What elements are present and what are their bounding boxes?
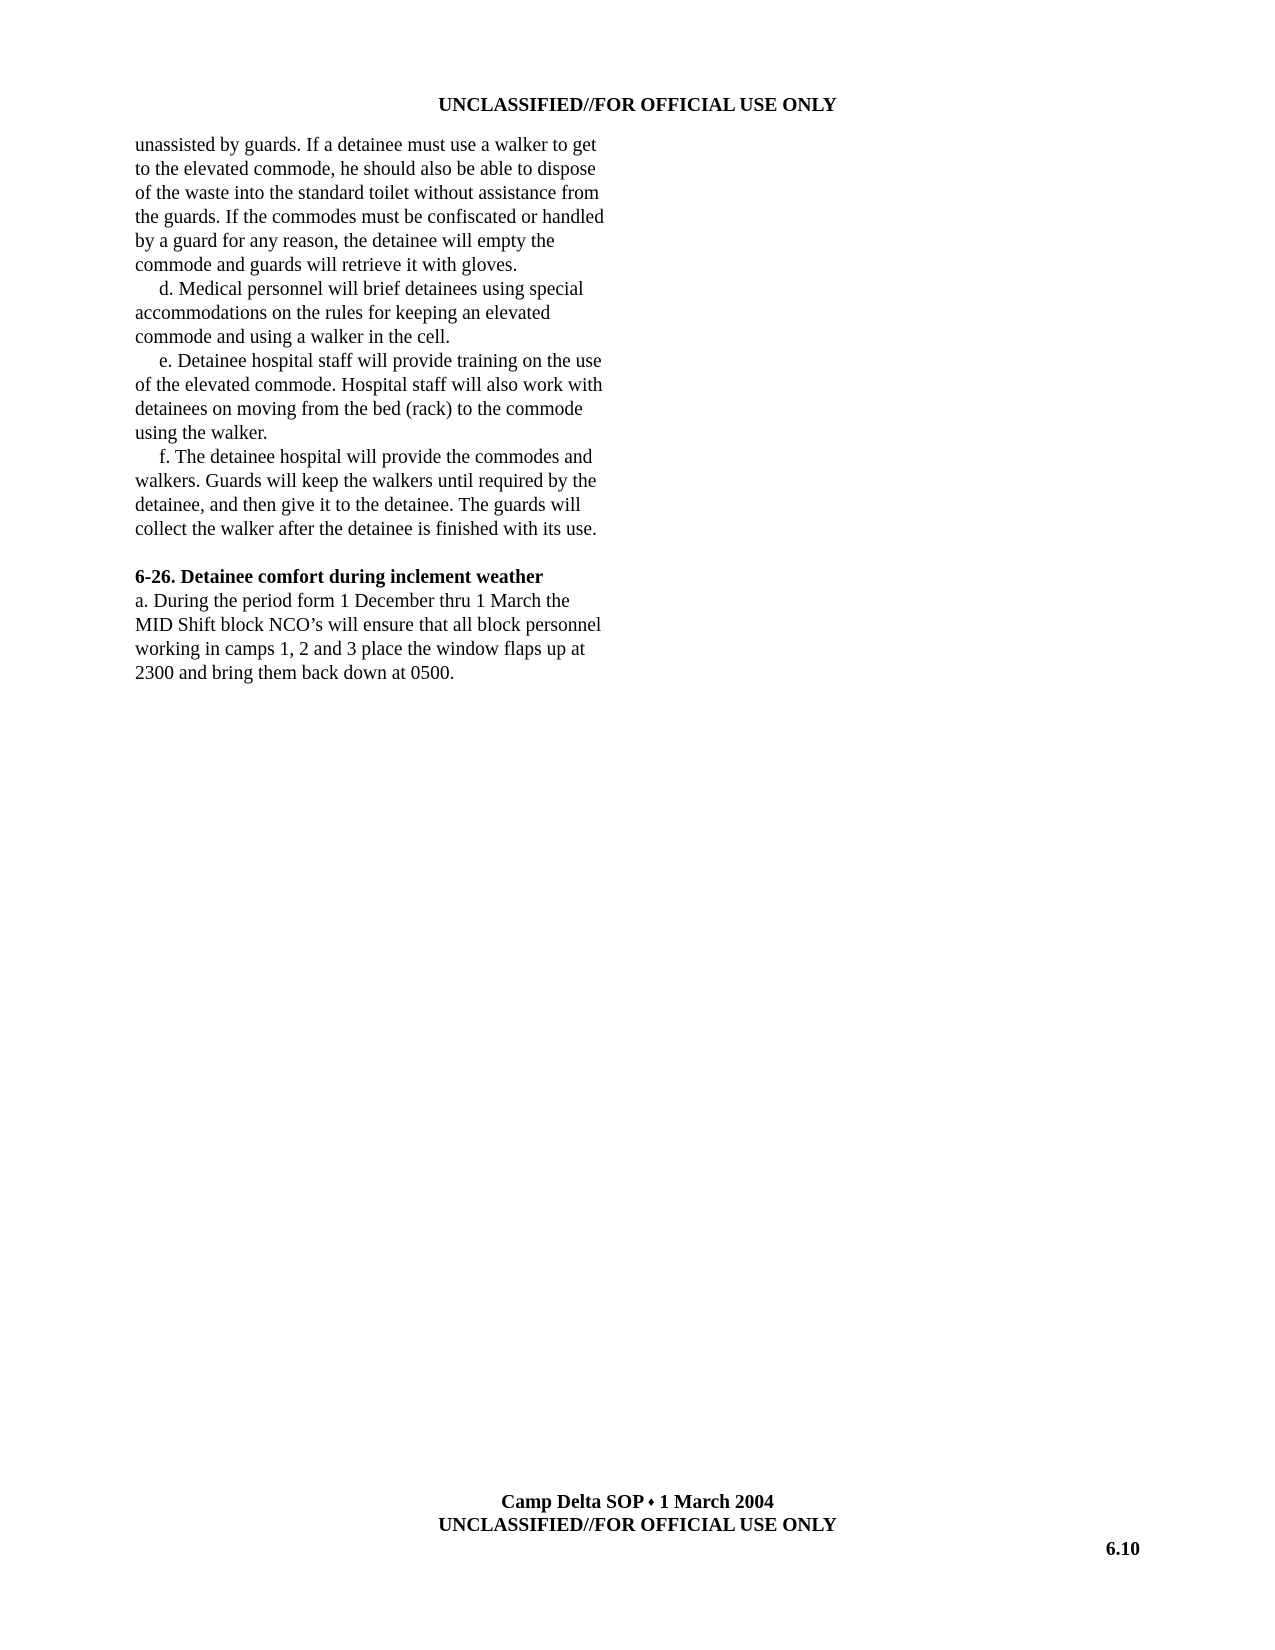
paragraph-d: d. Medical personnel will brief detainees using special accommodations on the rules for keeping an elevated commode and using a walker in the cell. bbox=[135, 279, 584, 348]
diamond-separator-icon: ♦ bbox=[647, 1494, 655, 1509]
footer-classification: UNCLASSIFIED//FOR OFFICIAL USE ONLY bbox=[438, 1515, 837, 1536]
header-classification: UNCLASSIFIED//FOR OFFICIAL USE ONLY bbox=[438, 95, 837, 116]
text-column bbox=[135, 134, 605, 686]
footer-doc-line bbox=[0, 1490, 1275, 1515]
section-title: 6-26. Detainee comfort during inclement weather bbox=[135, 567, 544, 588]
footer-doc-title: Camp Delta SOP bbox=[501, 1492, 644, 1513]
paragraph-f: f. The detainee hospital will provide the commodes and walkers. Guards will keep the walkers until required by the detainee, and then give it to the detainee. The guards will collect the walker after the detainee is finished with its use. bbox=[135, 447, 597, 540]
page-number: 6.10 bbox=[1105, 1539, 1140, 1560]
continuation-paragraph: unassisted by guards. If a detainee must use a walker to get to the elevated commode, he should also be able to dispose of the waste into the standard toilet without assistance from the guards. If the commodes must be confiscated or handled by a guard for any reason, the detainee will empty the commode and guards will retrieve it with gloves. bbox=[135, 135, 604, 276]
footer-date: 1 March 2004 bbox=[659, 1492, 774, 1513]
section-paragraph-a: a. During the period form 1 December thru 1 March the MID Shift block NCO’s will ensure that all block personnel working in camps 1, 2 and 3 place the window flaps up at 2300 and bring them back down at 0500. bbox=[135, 591, 602, 684]
paragraph-e: e. Detainee hospital staff will provide training on the use of the elevated commode. Hospital staff will also work with detainees on moving from the bed (rack) to the commode using the walker. bbox=[135, 351, 603, 444]
